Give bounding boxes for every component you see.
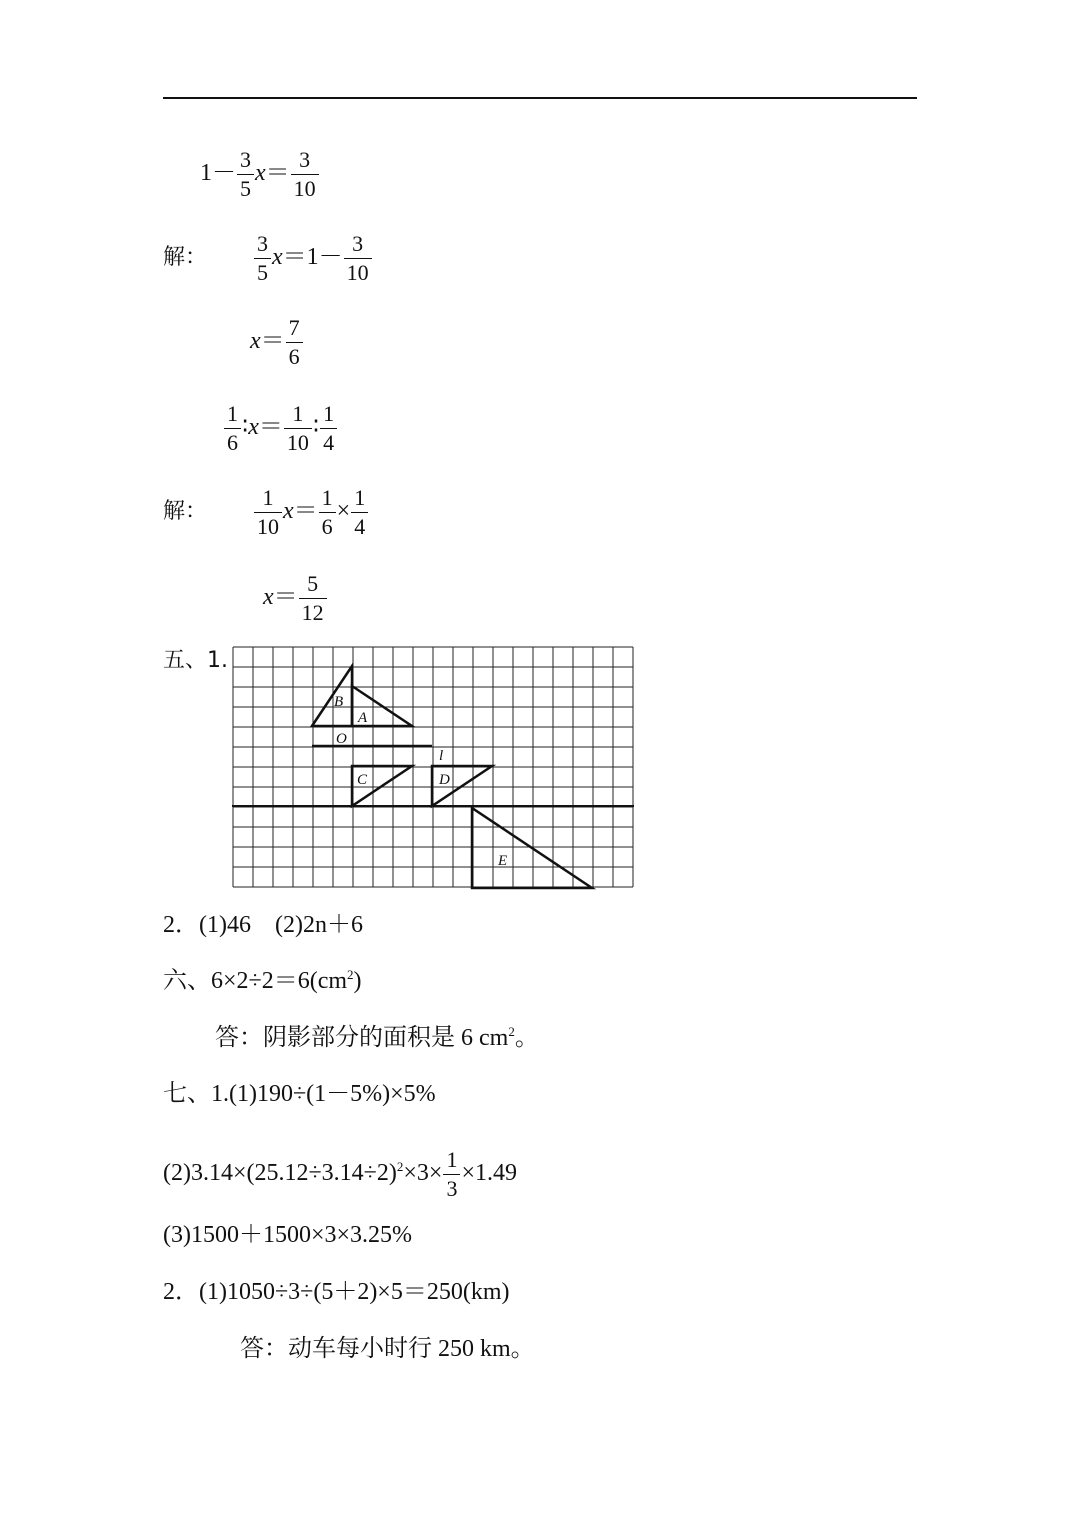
- section6-calc: 六、$6\times 2\div 2=6(cm^2)$: [163, 967, 362, 994]
- eq2-problem: $\frac{1}{6}$ ∶x＝ $\frac{1}{10}$ ∶ $\frac{1}{4}$: [223, 400, 338, 457]
- section7-q1-1: 七、1.(1)190÷(1－5%)×5%: [163, 1081, 436, 1107]
- eq1-result: x＝ $\frac{7}{6}$: [250, 314, 304, 371]
- section7-q1-2: $(2)3.14\times(25.12\div 3.14\div 2)^2\times 3\times$ $\frac{1}{3}$ ×1.49: [163, 1147, 517, 1201]
- fraction: $\frac{1}{10}$: [254, 484, 282, 541]
- section7-q2-answer: 答：动车每小时行 250 km。: [240, 1336, 535, 1362]
- label-c: C: [357, 772, 368, 788]
- fraction: $\frac{3}{5}$: [254, 230, 271, 287]
- fraction: $\frac{1}{3}$: [443, 1146, 460, 1203]
- eq2-result: x＝ $\frac{5}{12}$: [263, 570, 328, 627]
- fraction: $\frac{1}{4}$: [320, 400, 337, 457]
- fraction: $\frac{3}{5}$: [237, 146, 254, 203]
- section6-answer: 答：阴影部分的面积是 6 $cm^2$。: [215, 1024, 539, 1051]
- triangle-b: [312, 666, 352, 726]
- fraction: $\frac{1}{6}$: [319, 484, 336, 541]
- fraction: $\frac{1}{6}$: [224, 400, 241, 457]
- section7-q2-1: 2．(1)1050÷3÷(5＋2)×5＝250(km): [163, 1279, 510, 1305]
- shape-labels: [334, 694, 507, 869]
- section5-label: 五、1.: [163, 648, 228, 673]
- label-o: O: [336, 731, 347, 747]
- fraction: $\frac{3}{10}$: [291, 146, 319, 203]
- triangle-e: [472, 808, 592, 888]
- fraction: $\frac{1}{10}$: [284, 400, 312, 457]
- label-b: B: [334, 694, 344, 710]
- label-l: l: [439, 748, 444, 764]
- section5-q2: 2．(1)46 (2)2n＋6: [163, 912, 363, 938]
- label-a: A: [358, 710, 368, 726]
- label-d: D: [439, 772, 450, 788]
- grid-figure: [232, 646, 636, 890]
- solution-label: 解：: [163, 245, 208, 271]
- solution-label: 解：: [163, 499, 208, 525]
- fraction: $\frac{5}{12}$: [299, 570, 327, 627]
- eq1-solution-step1: 解： $\frac{3}{5}$ x＝1－ $\frac{3}{10}$: [163, 230, 373, 287]
- section7-q1-3: (3)1500＋1500×3×3.25%: [163, 1222, 413, 1248]
- fraction: $\frac{1}{4}$: [351, 484, 368, 541]
- shapes: [312, 666, 592, 888]
- variable-x: x: [255, 160, 266, 187]
- eq2-solution-step1: 解： $\frac{1}{10}$ x＝ $\frac{1}{6}$ × $\frac{1}{4}$: [163, 484, 369, 541]
- fraction: $\frac{7}{6}$: [286, 314, 303, 371]
- header-rule: [163, 97, 917, 99]
- label-e: E: [498, 853, 508, 869]
- eq1-lead: 1－: [200, 160, 236, 187]
- fraction: $\frac{3}{10}$: [344, 230, 372, 287]
- eq1-problem: 1－ $\frac{3}{5}$ x＝ $\frac{3}{10}$: [200, 146, 320, 203]
